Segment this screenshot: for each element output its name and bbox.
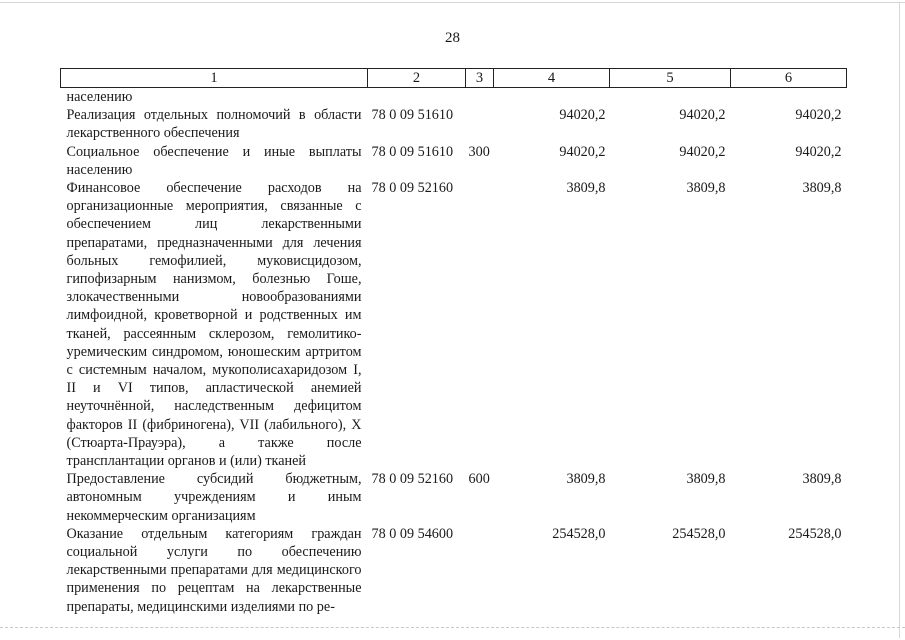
column-header-1: 1 xyxy=(61,69,368,88)
row-code: 78 0 09 52160 xyxy=(371,471,454,488)
table-row xyxy=(61,143,847,179)
page-bottom-edge xyxy=(0,627,905,628)
row-value-col6 xyxy=(731,88,847,107)
table-row xyxy=(61,106,847,142)
page-number: 28 xyxy=(445,30,460,46)
table-row xyxy=(61,470,847,525)
row-value-col5: 94020,2 xyxy=(679,143,726,160)
row-code: 78 0 09 51610 xyxy=(371,143,454,160)
row-value-col5: 254528,0 xyxy=(672,525,726,542)
row-name: Финансовое обеспечение расходов на организационные мероприятия, связанные с обеспечением лиц лекарственными препаратами, предназначенными для лечения больных гемофилией, муковисцидозом, гипофизарным нанизмом, болезнью Гоше, злокачественными новообразованиями лимфоидной, кроветворной и родственных им тканей, рассеянным склерозом, гемолитико-уремическим синдромом, юношеским артритом с системным началом, мукополисахаридозом I, II и VI типов, апластической анемией неуточнённой, наследственным дефицитом факторов II (фибриногена), VII (лабильного), X (Стюарта-Прауэра), а также после трансплантации органов и (или) тканей xyxy=(66,180,362,470)
row-value-col4: 3809,8 xyxy=(566,471,606,488)
row-value-col6: 94020,2 xyxy=(795,143,842,160)
row-name: Оказание отдельным категориям граждан социальной услуги по обеспечению лекарственными препаратами для медицинского применения по рецептам на лекарственные препараты, медицинскими изделиями по ре- xyxy=(66,525,362,615)
row-type xyxy=(466,88,494,107)
row-value-col4: 3809,8 xyxy=(566,180,606,197)
row-type: 600 xyxy=(468,471,490,488)
row-name: Предоставление субсидий бюджетным, автономным учреждениям и иным некоммерческим организациям xyxy=(66,471,362,524)
row-value-col6: 3809,8 xyxy=(802,180,842,197)
row-type: 300 xyxy=(468,143,490,160)
row-value-col6: 3809,8 xyxy=(802,471,842,488)
row-code xyxy=(368,88,466,107)
page-top-edge xyxy=(0,2,905,3)
budget-table xyxy=(60,68,847,616)
row-type xyxy=(466,179,494,470)
column-header-5: 5 xyxy=(610,69,731,88)
row-value-col4 xyxy=(494,88,610,107)
table-header-row xyxy=(61,69,847,88)
row-name: Социальное обеспечение и иные выплаты населению xyxy=(66,143,362,178)
column-header-6: 6 xyxy=(731,69,847,88)
column-header-4: 4 xyxy=(494,69,610,88)
row-type xyxy=(466,106,494,142)
row-value-col5: 3809,8 xyxy=(686,180,726,197)
row-name: Реализация отдельных полномочий в области лекарственного обеспечения xyxy=(66,107,362,142)
table-row xyxy=(61,179,847,470)
table-row xyxy=(61,88,847,107)
row-value-col5: 94020,2 xyxy=(679,107,726,124)
column-header-2: 2 xyxy=(368,69,466,88)
row-code: 78 0 09 52160 xyxy=(371,180,454,197)
row-value-col5: 3809,8 xyxy=(686,471,726,488)
column-header-3: 3 xyxy=(466,69,494,88)
row-value-col4: 254528,0 xyxy=(552,525,606,542)
row-value-col4: 94020,2 xyxy=(559,107,606,124)
row-name: населению xyxy=(66,89,133,105)
page-right-edge xyxy=(899,2,900,638)
row-value-col4: 94020,2 xyxy=(559,143,606,160)
row-code: 78 0 09 51610 xyxy=(371,107,454,124)
table-row xyxy=(61,525,847,616)
row-type xyxy=(466,525,494,616)
row-value-col6: 254528,0 xyxy=(788,525,842,542)
row-code: 78 0 09 54600 xyxy=(371,525,454,542)
row-value-col6: 94020,2 xyxy=(795,107,842,124)
row-value-col5 xyxy=(610,88,731,107)
